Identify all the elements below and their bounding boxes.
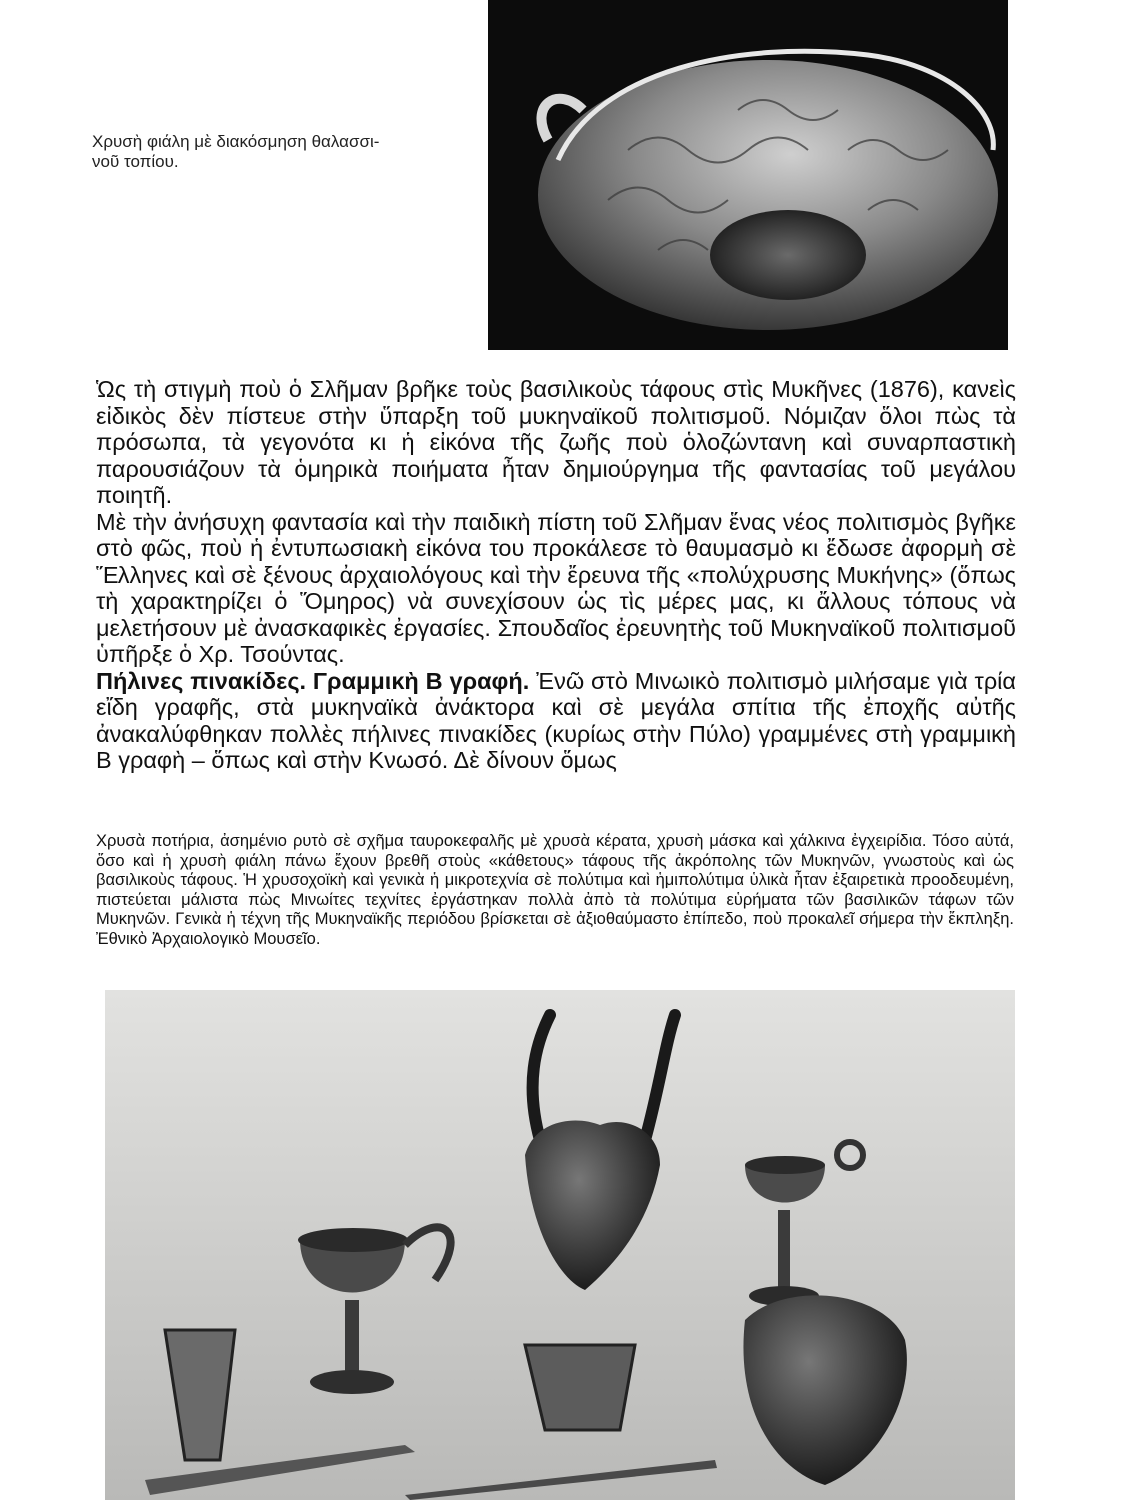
main-body-text xyxy=(96,376,1016,774)
mycenae-treasures-photo xyxy=(105,990,1015,1500)
treasures-illustration xyxy=(105,990,1015,1500)
bottom-photo-caption: Χρυσὰ ποτήρια, ἀσημένιο ρυτὸ σὲ σχῆμα ταυροκεφαλῆς μὲ χρυσὰ κέρατα, χρυσὴ μάσκα καὶ χάλκινα ἐγχειρίδια. Τόσο αὐτά, ὅσο καὶ ἡ χρυσὴ φιάλη πάνω ἔχουν βρεθῆ στοὺς «κάθετους» τάφους τῆς ἀκρόπολης τῶν Μυκηνῶν, γνωστοὺς καὶ ὡς βασιλικοὺς τάφους. Ἡ χρυσοχοϊκὴ καὶ γενικὰ ἡ μικροτεχνία σὲ πολύτιμα καὶ ἡμιπολύτιμα ὑλικὰ ἦταν ἐξαιρετικὰ προοδευμένη, πιστεύεται μάλιστα πὼς Μινωίτες τεχνίτες ἐργάστηκαν πολλὰ ἀπὸ τὰ πολύτιμα εὑρήματα τῶν βασιλικῶν τάφων τῶν Μυκηνῶν. Γενικὰ ἡ τέχνη τῆς Μυκηναϊκῆς περιόδου βρίσκεται σὲ ἀξιοθαύμαστο ἐπίπεδο, ποὺ προκαλεῖ σήμερα τὴν ἔκπληξη. Ἐθνικὸ Ἀρχαιολογικὸ Μουσεῖο. xyxy=(96,832,1014,948)
paragraph-linear-b-text: Ἐνῶ στὸ Μινωικὸ πολιτισμὸ μιλήσαμε γιὰ τρία εἴδη γραφῆς, στὰ μυκηναϊκὰ ἀνάκτορα καὶ σὲ μεγάλα σπίτια τῆς ἐποχῆς αὐτῆς ἀνακαλύφθηκαν πολλὲς πήλινες πινακίδες (κυρίως στὴν Πύλο) γραμμένες στὴ γραμμικὴ Β γραφὴ – ὅπως καὶ στὴν Κνωσό. Δὲ δίνουν ὅμως xyxy=(96,667,1016,773)
top-caption-line-1: Χρυσὴ φιάλη μὲ διακόσμηση θαλασσι- xyxy=(92,132,380,151)
paragraph-linear-b xyxy=(96,668,1016,774)
gold-bowl-illustration xyxy=(488,0,1008,350)
section-heading: Πήλινες πινακίδες. Γραμμικὴ Β γραφή. xyxy=(96,667,530,694)
paragraph-new-civilization: Μὲ τὴν ἀνήσυχη φαντασία καὶ τὴν παιδικὴ πίστη τοῦ Σλῆμαν ἕνας νέος πολιτισμὸς βγῆκε στὸ φῶς, ποὺ ἡ ἐντυπωσιακὴ εἰκόνα του προκάλεσε τὸ θαυμασμὸ κι ἔδωσε ἀφορμὴ σὲ Ἕλληνες καὶ σὲ ξένους ἀρχαιολόγους καὶ τὴν ἔρευνα τῆς «πολύχρυσης Μυκήνης» (ὅπως τὴ χαρακτηρίζει ὁ Ὅμηρος) νὰ συνεχίσουν ὡς τὶς μέρες μας, κι ἄλλους τόπους νὰ μελετήσουν μὲ ἀνασκαφικὲς ἐργασίες. Σπουδαῖος ἐρευνητὴς τοῦ Μυκηναϊκοῦ πολιτισμοῦ ὑπῆρξε ὁ Χρ. Τσούντας. xyxy=(96,508,1016,667)
gold-bowl-photo xyxy=(488,0,1008,350)
top-caption-line-2: νοῦ τοπίου. xyxy=(92,152,179,171)
top-photo-caption xyxy=(92,132,482,172)
paragraph-schliemann: Ὡς τὴ στιγμὴ ποὺ ὁ Σλῆμαν βρῆκε τοὺς βασιλικοὺς τάφους στὶς Μυκῆνες (1876), κανεὶς εἰδικὸς δὲν πίστευε στὴν ὕπαρξη τοῦ μυκηναϊκοῦ πολιτισμοῦ. Νόμιζαν ὅλοι πὼς τὰ πρόσωπα, τὰ γεγονότα κι ἡ εἰκόνα τῆς ζωῆς ποὺ ὁλοζώντανη καὶ συναρπαστικὴ παρουσιάζουν τὰ ὁμηρικὰ ποιήματα ἦταν δημιούργημα τῆς φαντασίας τοῦ μεγάλου ποιητῆ. xyxy=(96,376,1016,508)
